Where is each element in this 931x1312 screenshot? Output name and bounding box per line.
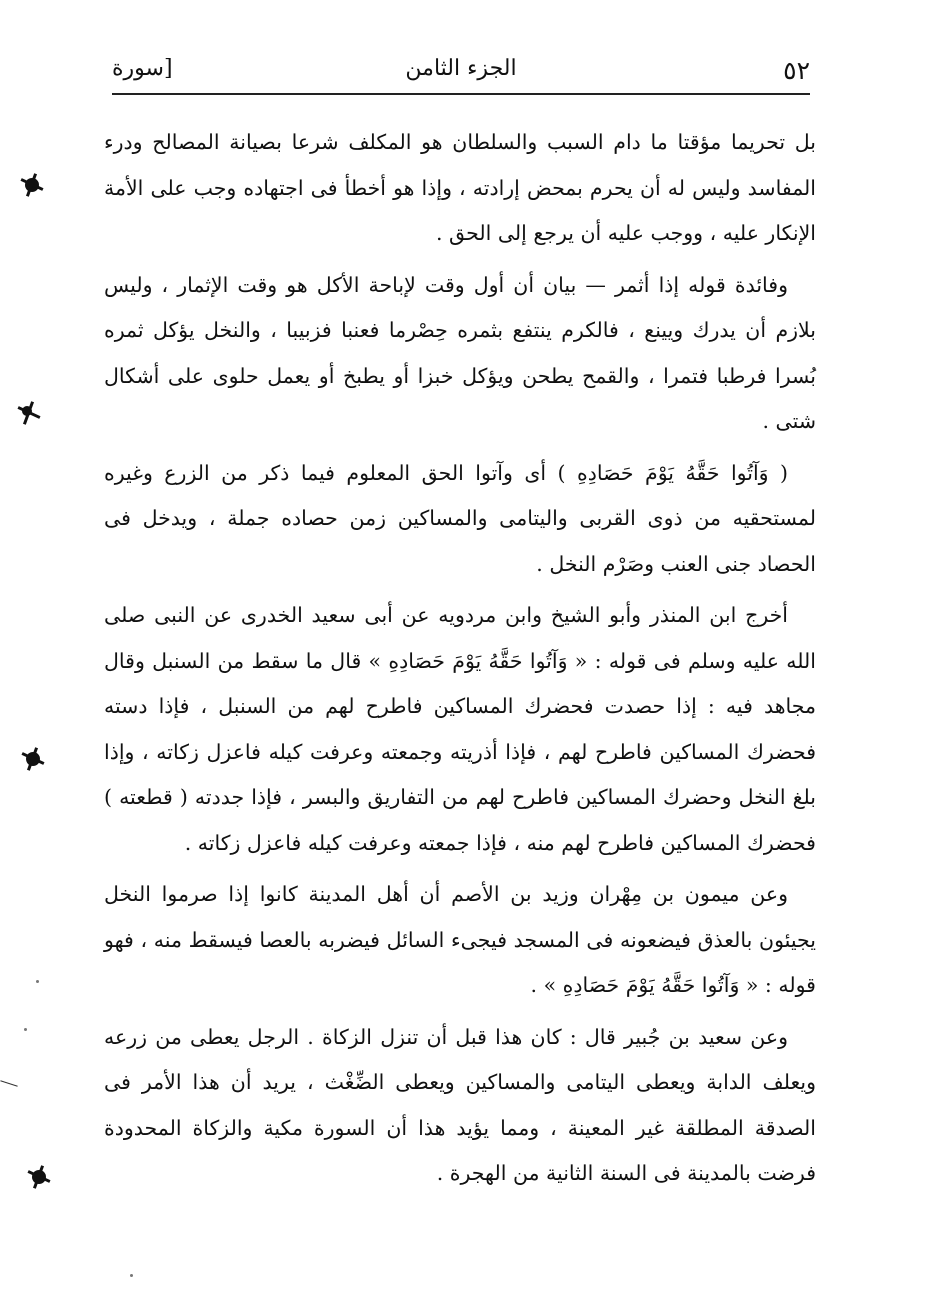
page-number: ٥٢ bbox=[783, 56, 810, 85]
paragraph: وفائدة قوله إذا أثمر — بيان أن أول وقت لإباحة الأكل هو وقت الإثمار ، وليس بلازم أن يدرك ويينع ، فالكرم ينتفع بثمره حِصْرما فعنبا فزبيبا ، والنخل يؤكل ثمره بُسرا فرطبا فتمرا ، والقمح يطحن ويؤكل خبزا أو يطبخ أو يعمل حلوى على أشكال شتى . bbox=[104, 272, 816, 433]
paragraph: أخرج ابن المنذر وأبو الشيخ وابن مردويه عن أبى سعيد الخدرى عن النبى صلى الله عليه وسلم فى قوله : « وَآتُوا حَقَّهُ يَوْمَ حَصَادِهِ » قال ما سقط من السنبل وقال مجاهد فيه : إذا حصدت فحضرك المساكين فاطرح لهم من السنبل ، فإذا دسته فحضرك المساكين فاطرح لهم ، فإذا أذريته وجمعته وعرفت كيله فاعزل زكاته ، وإذا بلغ النخل وحضرك المساكين فاطرح لهم من التفاريق والبسر ، فإذا جددته ( قطعته ) فحضرك المساكين فاطرح لهم منه ، فإذا جمعته وعرفت كيله فاعزل زكاته . bbox=[104, 603, 816, 855]
scan-edge-mark bbox=[0, 1080, 17, 1087]
scan-speck bbox=[36, 980, 39, 983]
scan-blot-mark bbox=[22, 406, 32, 416]
page-header bbox=[112, 50, 810, 94]
scan-speck bbox=[130, 1274, 133, 1277]
running-title: الجزء الثامن bbox=[405, 56, 517, 81]
scan-blot-mark bbox=[26, 752, 40, 766]
paragraph: وعن ميمون بن مِهْران وزيد بن الأصم أن أهل المدينة كانوا إذا صرموا النخل يجيئون بالعذق فيضعونه فى المسجد فيجىء السائل فيضربه بالعصا فيسقط منه ، فهو قوله : « وَآتُوا حَقَّهُ يَوْمَ حَصَادِهِ » . bbox=[104, 882, 816, 997]
scan-speck bbox=[24, 1028, 27, 1031]
header-rule bbox=[112, 93, 810, 95]
paragraph: وعن سعيد بن جُبير قال : كان هذا قبل أن تنزل الزكاة . الرجل يعطى من زرعه ويعلف الدابة ويعطى اليتامى والمساكين ويعطى الضِّغْث ، يريد أن هذا الأمر فى الصدقة المطلقة غير المعينة ، ومما يؤيد هذا أن السورة مكية والزكاة المحدودة فرضت بالمدينة فى السنة الثانية من الهجرة . bbox=[104, 1024, 816, 1185]
surah-name: [سورة bbox=[112, 56, 173, 81]
paragraph: ( وَآتُوا حَقَّهُ يَوْمَ حَصَادِهِ ) أى وآتوا الحق المعلوم فيما ذكر من الزرع وغيره لمستحقيه من ذوى القربى واليتامى والمساكين زمن حصاده جملة ، ويدخل فى الحصاد جنى العنب وصَرْم النخل . bbox=[104, 460, 816, 576]
scan-blot-mark bbox=[25, 178, 39, 192]
scan-blot-mark bbox=[32, 1170, 46, 1184]
paragraph: بل تحريما مؤقتا ما دام السبب والسلطان هو المكلف شرعا بصيانة المصالح ودرء المفاسد وليس له أن يحرم بمحض إرادته ، وإذا هو أخطأ فى اجتهاده وجب على الأمة الإنكار عليه ، ووجب عليه أن يرجع إلى الحق . bbox=[104, 130, 816, 245]
body-text bbox=[104, 120, 816, 1197]
